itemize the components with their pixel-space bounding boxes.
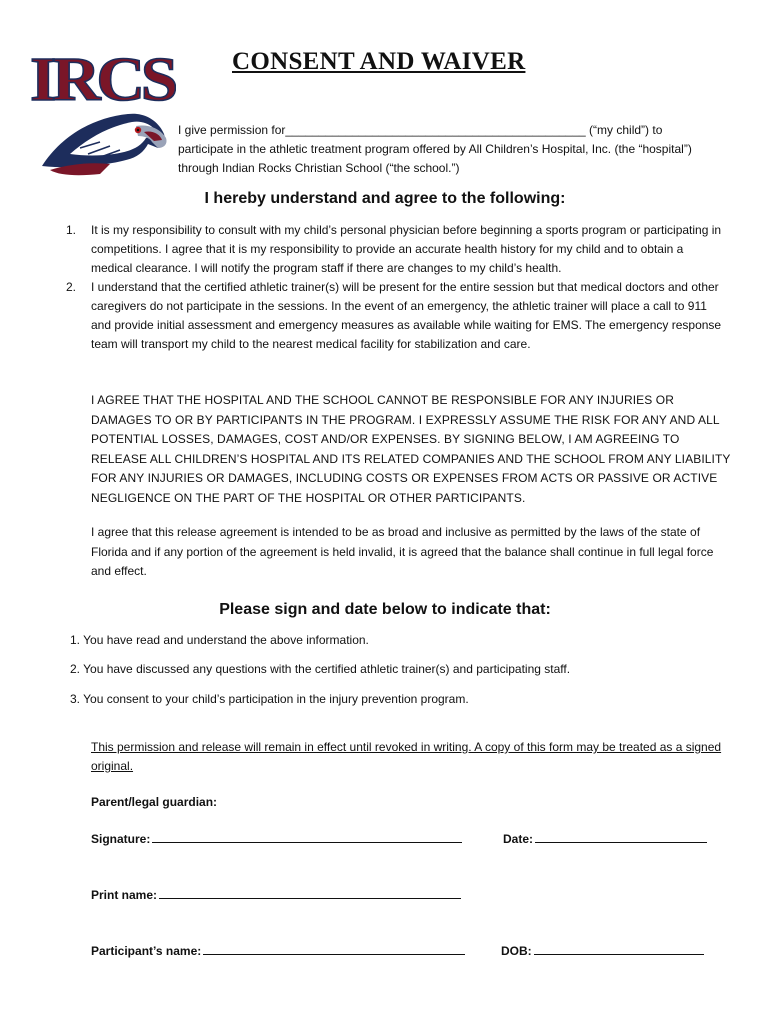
release-agreement-paragraph: I agree that this release agreement is intended to be as broad and inclusive as permitted by the laws of the state of Florida and if any portion of the agreement is held invalid, it is agreed that the balance shall continue in full legal force and effect.	[91, 525, 714, 578]
acknowledgement-item: 2. You have discussed any questions with the certified athletic trainer(s) and participating staff.	[70, 662, 571, 676]
participant-name-label: Participant’s name:	[91, 944, 202, 958]
date-line[interactable]	[535, 832, 707, 843]
list-item-text: I understand that the certified athletic trainer(s) will be present for the entire session but that medical doctors and other caregivers do not participate in the sessions. In the event of an emergency, the athletic trainer will place a call to 911 and provide initial assessment and emergency measures as available while waiting for EMS. The emergency response team will transport my child to the nearest medical facility for stabilization and care.	[91, 280, 722, 351]
sign-heading: Please sign and date below to indicate that:	[219, 601, 551, 618]
list-item	[66, 221, 726, 278]
guardian-label: Parent/legal guardian:	[91, 795, 218, 809]
dob-field[interactable]	[501, 944, 704, 958]
acknowledgement-item: 1. You have read and understand the above information.	[70, 633, 369, 647]
print-name-line[interactable]	[159, 888, 461, 899]
signature-label: Signature:	[91, 832, 151, 846]
participant-name-field[interactable]	[91, 944, 465, 958]
ircs-logo	[30, 48, 176, 106]
liability-waiver-paragraph: I AGREE THAT THE HOSPITAL AND THE SCHOOL CANNOT BE RESPONSIBLE FOR ANY INJURIES OR DAMAGES TO OR BY PARTICIPANTS IN THE PROGRAM. I EXPRESSLY ASSUME THE RISK FOR ANY AND ALL POTENTIAL LOSSES, DAMAGES, COST AND/OR EXPENSES. BY SIGNING BELOW, I AM AGREEING TO RELEASE ALL CHILDREN’S HOSPITAL AND ITS RELATED COMPANIES AND THE SCHOOL FROM ANY LIABILITY FOR ANY INJURIES OR DAMAGES, INCLUDING COSTS OR EXPENSES FROM ACTS OR PASSIVE OR ACTIVE NEGLIGENCE ON THE PART OF THE HOSPITAL OR OTHER PARTICIPANTS.	[91, 393, 731, 505]
date-field[interactable]	[503, 832, 707, 846]
document-title: CONSENT AND WAIVER	[232, 48, 526, 75]
list-item-number: 2.	[66, 280, 77, 294]
list-item-text: It is my responsibility to consult with my child’s personal physician before beginning a sports program or participating in competitions. I agree that it is my responsibility to provide an accurate health history for my child and to obtain a medical clearance. I will notify the program staff if there are changes to my child’s health.	[91, 223, 722, 275]
permission-note: This permission and release will remain in effect until revoked in writing. A copy of this form may be treated as a signed original.	[91, 740, 722, 773]
understand-heading: I hereby understand and agree to the following:	[204, 190, 566, 207]
logo-text: IRCS	[30, 48, 176, 106]
terms-list	[66, 221, 726, 354]
eagle-head-icon	[40, 108, 170, 180]
list-item	[66, 278, 726, 354]
signature-field[interactable]	[91, 832, 462, 846]
print-name-label: Print name:	[91, 888, 158, 902]
dob-label: DOB:	[501, 944, 532, 958]
list-item-number: 1.	[66, 223, 77, 237]
dob-line[interactable]	[534, 944, 704, 955]
signature-line[interactable]	[152, 832, 462, 843]
permission-statement: I give permission for_____________________________________________ (“my child”) to participate in the athletic treatment program offered by All Children’s Hospital, Inc. (the “hospital”) through Indian Rocks Christian School (“the school.”)	[178, 123, 692, 175]
acknowledgement-item: 3. You consent to your child’s participation in the injury prevention program.	[70, 692, 469, 706]
participant-name-line[interactable]	[203, 944, 465, 955]
date-label: Date:	[503, 832, 534, 846]
print-name-field[interactable]	[91, 888, 461, 902]
